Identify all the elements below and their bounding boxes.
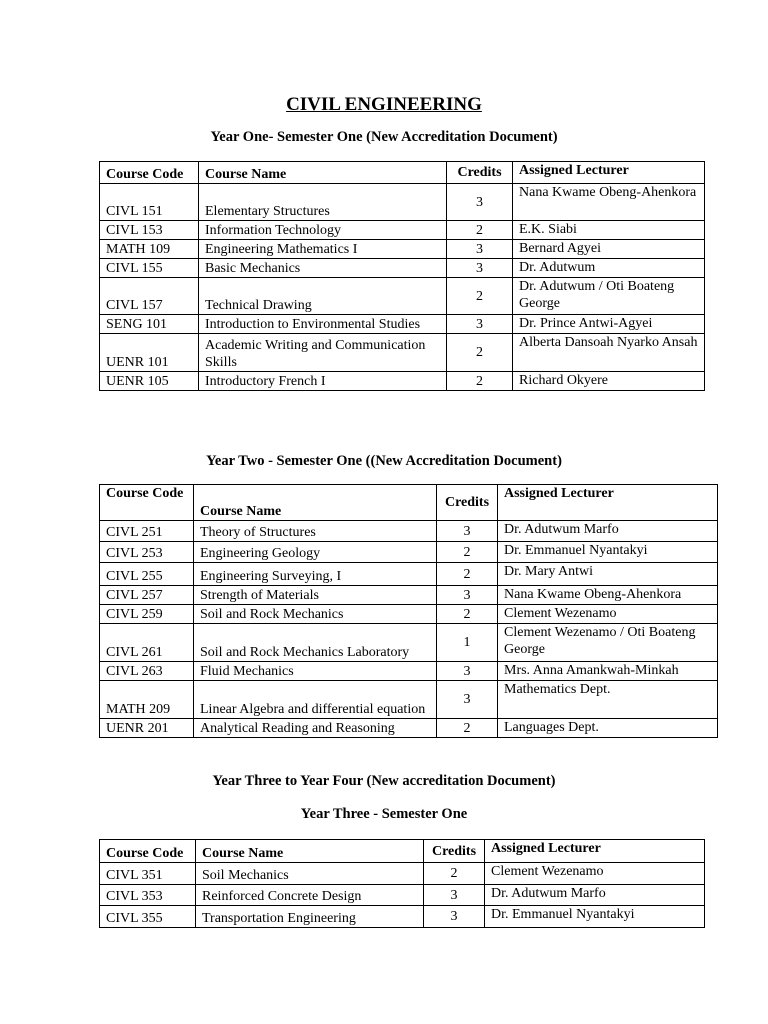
course-name-cell: Soil Mechanics [196, 863, 424, 885]
table-row [100, 372, 705, 391]
course-name-cell: Strength of Materials [194, 586, 437, 605]
lecturer-cell: Mrs. Anna Amankwah-Minkah [498, 662, 718, 681]
lecturer-cell: E.K. Siabi [513, 221, 705, 240]
lecturer-cell: Dr. Adutwum [513, 259, 705, 278]
lecturer-cell: Bernard Agyei [513, 240, 705, 259]
credits-cell: 2 [424, 863, 485, 885]
course-code-cell: MATH 209 [100, 681, 194, 719]
credits-cell: 2 [437, 542, 498, 563]
course-code-cell: CIVL 257 [100, 586, 194, 605]
course-code-cell: CIVL 351 [100, 863, 196, 885]
course-code-cell: UENR 201 [100, 719, 194, 738]
course-name-cell: Technical Drawing [199, 278, 447, 315]
course-code-cell: SENG 101 [100, 315, 199, 334]
header-credits: Credits [437, 485, 498, 521]
course-code-cell: CIVL 251 [100, 521, 194, 542]
table-row [100, 278, 705, 315]
credits-cell: 1 [437, 624, 498, 662]
lecturer-cell: Alberta Dansoah Nyarko Ansah [513, 334, 705, 372]
section-heading-year-one: Year One- Semester One (New Accreditation Document) [210, 129, 558, 145]
course-table-year-three [99, 839, 705, 928]
course-code-cell: CIVL 353 [100, 885, 196, 906]
lecturer-cell: Dr. Emmanuel Nyantakyi [498, 542, 718, 563]
credits-cell: 3 [447, 315, 513, 334]
header-course-name: Course Name [199, 162, 447, 184]
course-name-cell: Engineering Geology [194, 542, 437, 563]
course-name-cell: Linear Algebra and differential equation [194, 681, 437, 719]
table-row [100, 240, 705, 259]
course-name-cell: Engineering Surveying, I [194, 563, 437, 586]
credits-cell: 2 [447, 221, 513, 240]
credits-cell: 3 [437, 681, 498, 719]
credits-cell: 2 [447, 278, 513, 315]
credits-cell: 2 [447, 372, 513, 391]
course-name-cell: Analytical Reading and Reasoning [194, 719, 437, 738]
course-code-cell: CIVL 263 [100, 662, 194, 681]
course-code-cell: CIVL 153 [100, 221, 199, 240]
credits-cell: 3 [437, 662, 498, 681]
credits-cell: 3 [447, 184, 513, 221]
course-name-cell: Engineering Mathematics I [199, 240, 447, 259]
course-code-cell: CIVL 151 [100, 184, 199, 221]
course-name-cell: Soil and Rock Mechanics [194, 605, 437, 624]
lecturer-cell: Dr. Prince Antwi-Agyei [513, 315, 705, 334]
lecturer-cell: Dr. Mary Antwi [498, 563, 718, 586]
credits-cell: 2 [437, 605, 498, 624]
header-course-code: Course Code [100, 840, 196, 863]
credits-cell: 3 [424, 906, 485, 928]
header-course-name: Course Name [196, 840, 424, 863]
credits-cell: 2 [437, 563, 498, 586]
credits-cell: 3 [447, 240, 513, 259]
course-code-cell: CIVL 255 [100, 563, 194, 586]
table-row [100, 662, 718, 681]
lecturer-cell: Nana Kwame Obeng-Ahenkora [498, 586, 718, 605]
credits-cell: 3 [424, 885, 485, 906]
table-row [100, 521, 718, 542]
course-name-cell: Fluid Mechanics [194, 662, 437, 681]
course-code-cell: CIVL 253 [100, 542, 194, 563]
lecturer-cell: Richard Okyere [513, 372, 705, 391]
course-name-cell: Basic Mechanics [199, 259, 447, 278]
course-code-cell: UENR 105 [100, 372, 199, 391]
lecturer-cell: Clement Wezenamo / Oti Boateng George [498, 624, 718, 662]
course-name-cell: Theory of Structures [194, 521, 437, 542]
section-subheading-year-three: Year Three - Semester One [300, 806, 468, 822]
table-row [100, 184, 705, 221]
course-code-cell: CIVL 259 [100, 605, 194, 624]
header-assigned-lecturer: Assigned Lecturer [513, 162, 705, 184]
course-name-cell: Introductory French I [199, 372, 447, 391]
lecturer-cell: Clement Wezenamo [498, 605, 718, 624]
course-name-cell: Soil and Rock Mechanics Laboratory [194, 624, 437, 662]
table-row [100, 681, 718, 719]
table-row [100, 624, 718, 662]
lecturer-cell: Nana Kwame Obeng-Ahenkora [513, 184, 705, 221]
credits-cell: 3 [437, 586, 498, 605]
course-code-cell: CIVL 155 [100, 259, 199, 278]
course-name-cell: Information Technology [199, 221, 447, 240]
course-table-year-one [99, 161, 705, 391]
header-credits: Credits [424, 840, 485, 863]
header-assigned-lecturer: Assigned Lecturer [498, 485, 718, 521]
table-row [100, 315, 705, 334]
table-row [100, 259, 705, 278]
course-name-cell: Transportation Engineering [196, 906, 424, 928]
header-assigned-lecturer: Assigned Lecturer [485, 840, 705, 863]
lecturer-cell: Languages Dept. [498, 719, 718, 738]
lecturer-cell: Dr. Emmanuel Nyantakyi [485, 906, 705, 928]
lecturer-cell: Clement Wezenamo [485, 863, 705, 885]
lecturer-cell: Dr. Adutwum Marfo [498, 521, 718, 542]
course-name-cell: Academic Writing and Communication Skills [199, 334, 447, 372]
table-row [100, 586, 718, 605]
credits-cell: 3 [447, 259, 513, 278]
table-row [100, 334, 705, 372]
table-row [100, 563, 718, 586]
header-course-code: Course Code [100, 485, 194, 521]
section-heading-year-three-four: Year Three to Year Four (New accreditation Document) [212, 773, 556, 789]
course-code-cell: CIVL 355 [100, 906, 196, 928]
table-row [100, 863, 705, 885]
table-row [100, 719, 718, 738]
lecturer-cell: Dr. Adutwum Marfo [485, 885, 705, 906]
credits-cell: 2 [437, 719, 498, 738]
lecturer-cell: Mathematics Dept. [498, 681, 718, 719]
credits-cell: 2 [447, 334, 513, 372]
course-code-cell: CIVL 261 [100, 624, 194, 662]
table-row [100, 542, 718, 563]
course-code-cell: MATH 109 [100, 240, 199, 259]
course-name-cell: Reinforced Concrete Design [196, 885, 424, 906]
document-title: CIVIL ENGINEERING [286, 94, 482, 115]
table-row [100, 885, 705, 906]
course-code-cell: UENR 101 [100, 334, 199, 372]
course-table-year-two [99, 484, 718, 738]
section-heading-year-two: Year Two - Semester One ((New Accreditation Document) [206, 453, 562, 469]
course-code-cell: CIVL 157 [100, 278, 199, 315]
header-course-name: Course Name [194, 485, 437, 521]
header-course-code: Course Code [100, 162, 199, 184]
table-row [100, 906, 705, 928]
course-name-cell: Elementary Structures [199, 184, 447, 221]
credits-cell: 3 [437, 521, 498, 542]
course-name-cell: Introduction to Environmental Studies [199, 315, 447, 334]
table-row [100, 221, 705, 240]
table-row [100, 605, 718, 624]
header-credits: Credits [447, 162, 513, 184]
lecturer-cell: Dr. Adutwum / Oti Boateng George [513, 278, 705, 315]
